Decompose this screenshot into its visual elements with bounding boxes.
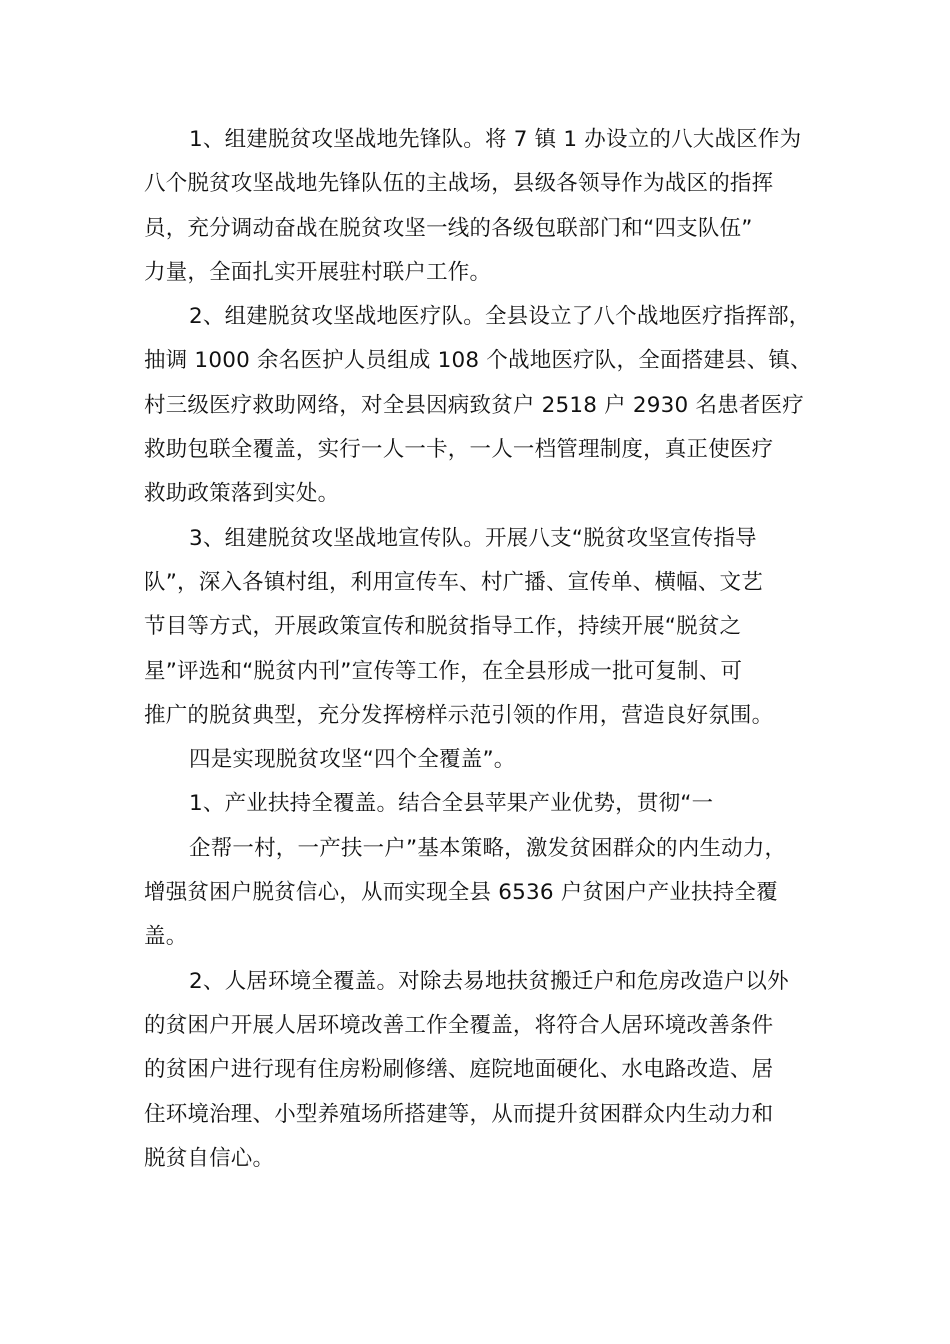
paragraph-3-line-2: 队”，深入各镇村组，利用宣传车、村广播、宣传单、横幅、文艺	[144, 569, 763, 595]
paragraph-3-line-4: 星”评选和“脱贫内刊”宣传等工作，在全县形成一批可复制、可	[144, 658, 743, 684]
paragraph-5-line-1: 2、人居环境全覆盖。对除去易地扶贫搬迁户和危房改造户以外	[189, 968, 789, 994]
document-body	[144, 118, 814, 1181]
paragraph-4-line-4: 盖。	[144, 924, 188, 950]
paragraph-2-line-2: 抽调 1000 余名医护人员组成 108 个战地医疗队，全面搭建县、镇、	[144, 348, 812, 374]
paragraph-3-line-5: 推广的脱贫典型，充分发挥榜样示范引领的作用，营造良好氛围。	[144, 702, 774, 728]
paragraph-4-line-2: 企帮一村，一产扶一户”基本策略，激发贫困群众的内生动力，	[189, 835, 787, 861]
paragraph-4-line-1: 1、产业扶持全覆盖。结合全县苹果产业优势，贯彻“一	[189, 791, 714, 817]
paragraph-3-line-3: 节目等方式，开展政策宣传和脱贫指导工作，持续开展“脱贫之	[144, 614, 742, 640]
paragraph-2-line-4: 救助包联全覆盖，实行一人一卡，一人一档管理制度，真正使医疗	[144, 437, 774, 463]
paragraph-1-line-3: 员，充分调动奋战在脱贫攻坚一线的各级包联部门和“四支队伍”	[144, 215, 753, 241]
paragraph-1-line-1: 1、组建脱贫攻坚战地先锋队。将 7 镇 1 办设立的八大战区作为	[189, 127, 802, 152]
paragraph-2-line-3: 村三级医疗救助网络，对全县因病致贫户 2518 户 2930 名患者医疗	[144, 392, 804, 418]
paragraph-5-line-2: 的贫困户开展人居环境改善工作全覆盖，将符合人居环境改善条件	[144, 1012, 774, 1038]
paragraph-5-line-3: 的贫困户进行现有住房粉刷修缮、庭院地面硬化、水电路改造、居	[144, 1057, 774, 1083]
paragraph-2-line-1: 2、组建脱贫攻坚战地医疗队。全县设立了八个战地医疗指挥部，	[189, 304, 811, 330]
paragraph-1-line-2: 八个脱贫攻坚战地先锋队伍的主战场，县级各领导作为战区的指挥	[144, 171, 774, 197]
paragraph-3-line-1: 3、组建脱贫攻坚战地宣传队。开展八支“脱贫攻坚宣传指导	[189, 525, 757, 551]
paragraph-5-line-4: 住环境治理、小型养殖场所搭建等，从而提升贫困群众内生动力和	[144, 1101, 774, 1127]
paragraph-2-line-5: 救助政策落到实处。	[144, 481, 340, 507]
paragraph-5-line-5: 脱贫自信心。	[144, 1145, 275, 1171]
section-heading: 四是实现脱贫攻坚“四个全覆盖”。	[189, 747, 516, 773]
paragraph-4-line-3: 增强贫困户脱贫信心，从而实现全县 6536 户贫困户产业扶持全覆	[144, 880, 778, 906]
paragraph-1-line-4: 力量，全面扎实开展驻村联户工作。	[144, 259, 492, 285]
